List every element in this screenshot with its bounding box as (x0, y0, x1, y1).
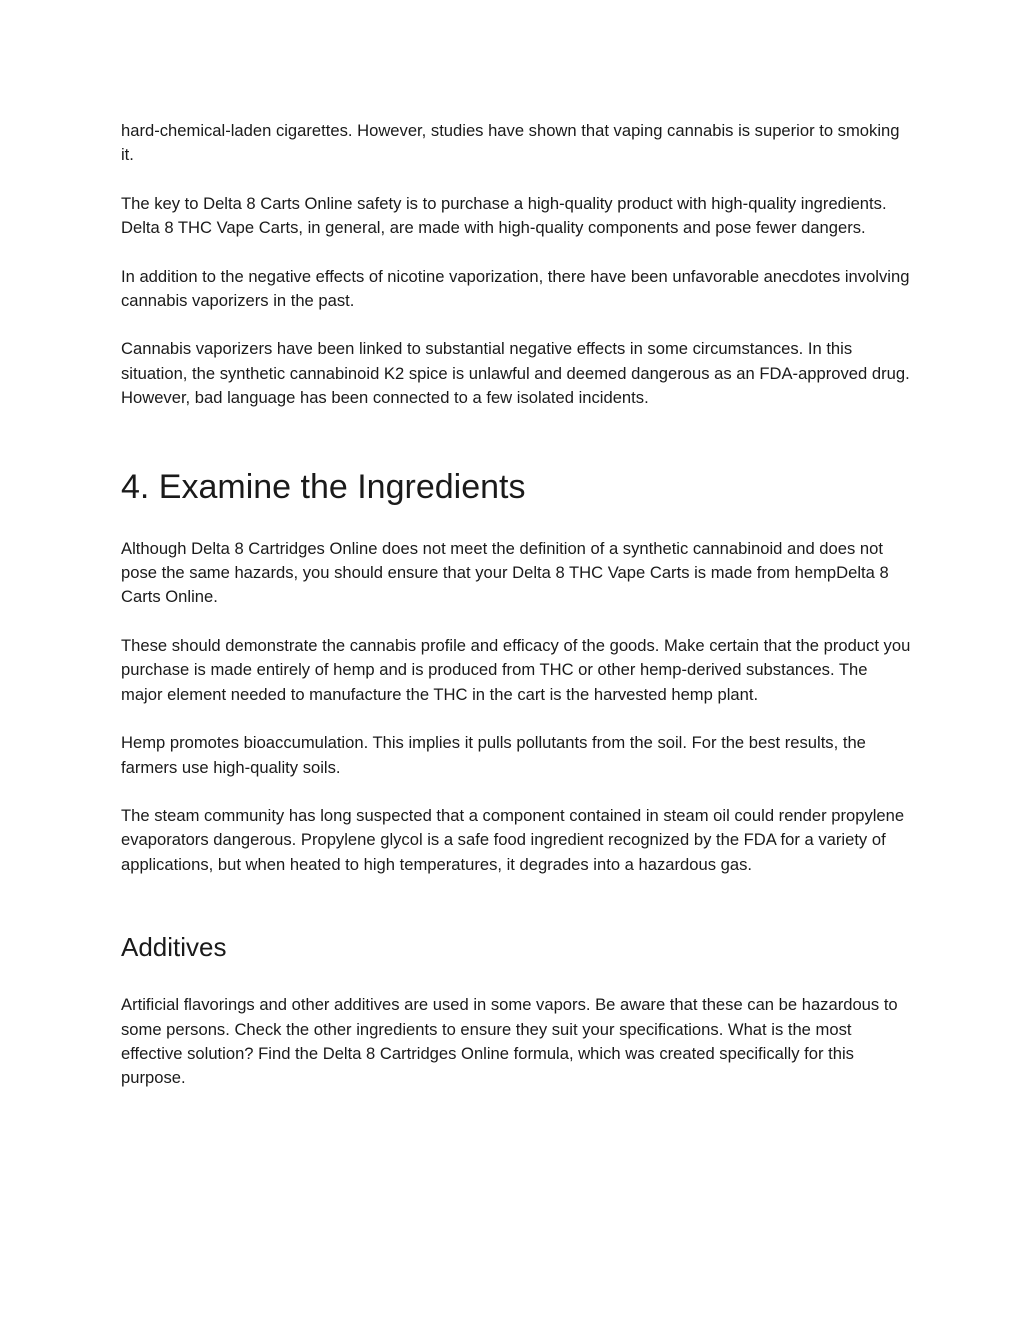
paragraph-section-4: The steam community has long suspected that a component contained in steam oil could render propylene evaporators dangerous. Propylene glycol is a safe food ingredient recognized by the FDA for a variety of applications, but when heated to high temperatures, it degrades into a hazardous gas. (121, 805, 905, 874)
paragraph-intro-1: hard-chemical-laden cigarettes. However, studies have shown that vaping cannabis is superior to smoking it. (121, 121, 900, 165)
paragraph-intro-2: The key to Delta 8 Carts Online safety is to purchase a high-quality product with high-quality ingredients. Delta 8 THC Vape Carts, in general, are made with high-quality components and pose fewer dangers. (121, 193, 887, 238)
paragraph-intro-3: In addition to the negative effects of nicotine vaporization, there have been unfavorable anecdotes involving cannabis vaporizers in the past. (121, 266, 910, 311)
paragraph-section-1: Although Delta 8 Cartridges Online does not meet the definition of a synthetic cannabinoid and does not pose the same hazards, you should ensure that your Delta 8 THC Vape Carts is made from hempDelta 8 Carts Online. (121, 538, 889, 607)
document-page (121, 119, 911, 1091)
section-heading: 4. Examine the Ingredients (121, 467, 526, 506)
paragraph-intro-4: Cannabis vaporizers have been linked to substantial negative effects in some circumstances. In this situation, the synthetic cannabinoid K2 spice is unlawful and deemed dangerous as an FDA-approved drug. However, bad language has been connected to a few isolated incidents. (121, 339, 910, 408)
paragraph-additives-1: Artificial flavorings and other additives are used in some vapors. Be aware that these can be hazardous to some persons. Check the other ingredients to ensure they suit your specifications. What is the most effective solution? Find the Delta 8 Cartridges Online formula, which was created specifically for this purpose. (121, 995, 898, 1088)
paragraph-section-2: These should demonstrate the cannabis profile and efficacy of the goods. Make certain that the product you purchase is made entirely of hemp and is produced from THC or other hemp-derived substances. The major element needed to manufacture the THC in the cart is the harvested hemp plant. (121, 635, 911, 704)
subsection-heading: Additives (121, 932, 227, 963)
paragraph-section-3: Hemp promotes bioaccumulation. This implies it pulls pollutants from the soil. For the best results, the farmers use high-quality soils. (121, 733, 866, 777)
